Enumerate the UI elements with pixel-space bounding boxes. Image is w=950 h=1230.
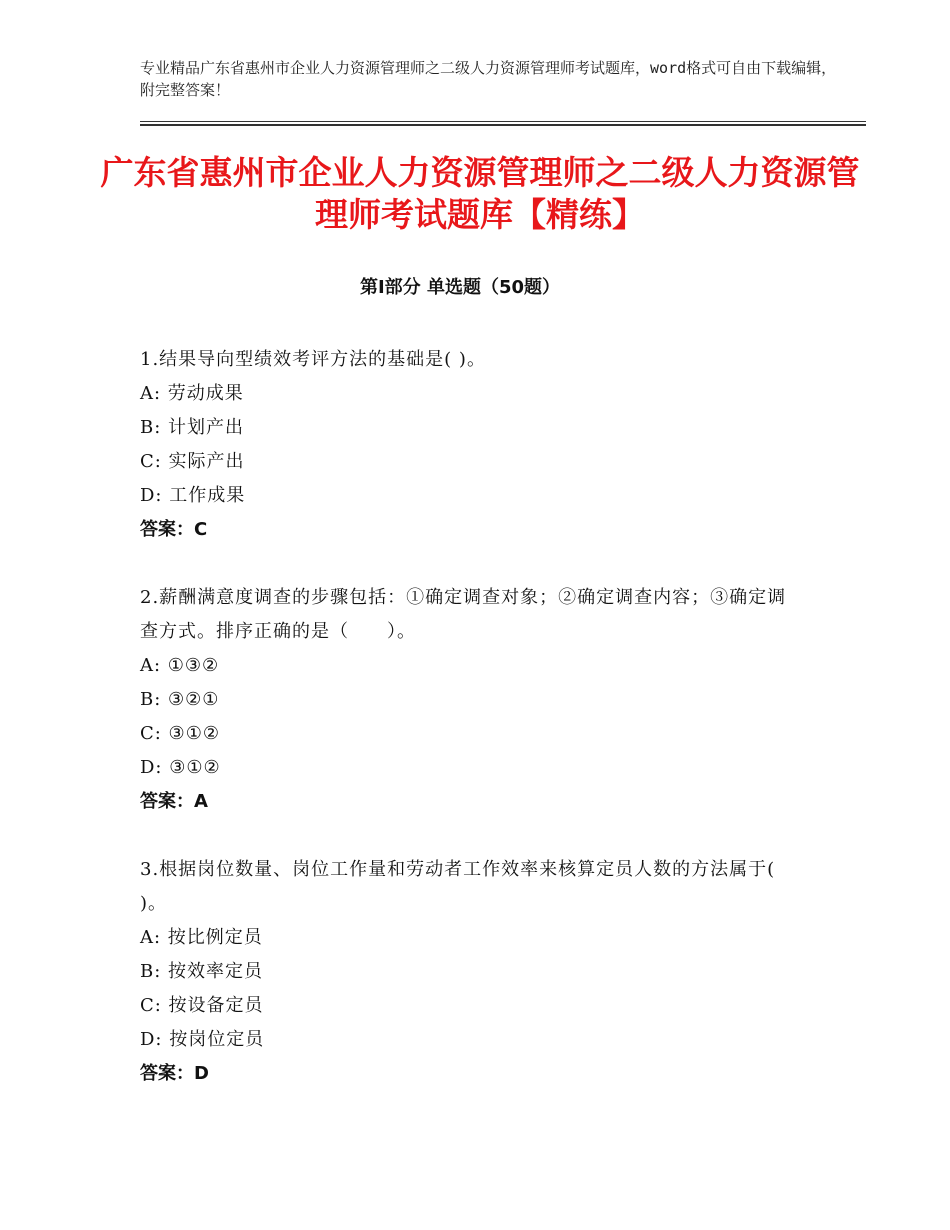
option-c: C: ③①②	[140, 723, 220, 744]
question-item	[140, 581, 800, 819]
option-a: A: ①③②	[140, 655, 220, 676]
option-d: D: 按岗位定员	[140, 1029, 265, 1050]
answer-text: 答案：A	[140, 791, 208, 812]
question-item	[140, 343, 800, 547]
option-c: C: 按设备定员	[140, 995, 264, 1016]
option-b: B: 按效率定员	[140, 961, 264, 982]
header-divider-top	[140, 121, 866, 122]
option-b: B: ③②①	[140, 689, 220, 710]
document-title: 广东省惠州市企业人力资源管理师之二级人力资源管理师考试题库【精练】	[100, 153, 860, 234]
question-item	[140, 853, 800, 1091]
question-list	[140, 343, 800, 1125]
answer-text: 答案：D	[140, 1063, 209, 1084]
option-a: A: 劳动成果	[140, 383, 244, 404]
question-stem: 3.根据岗位数量、岗位工作量和劳动者工作效率来核算定员人数的方法属于( )。	[140, 859, 776, 914]
question-stem: 1.结果导向型绩效考评方法的基础是( )。	[140, 349, 486, 370]
option-d: D: ③①②	[140, 757, 221, 778]
option-c: C: 实际产出	[140, 451, 245, 472]
option-a: A: 按比例定员	[140, 927, 263, 948]
option-d: D: 工作成果	[140, 485, 246, 506]
section-heading: 第Ⅰ部分 单选题（50题）	[359, 277, 560, 298]
option-b: B: 计划产出	[140, 417, 245, 438]
header-note: 专业精品广东省惠州市企业人力资源管理师之二级人力资源管理师考试题库，word格式可自由下载编辑，附完整答案！	[140, 59, 837, 99]
answer-text: 答案：C	[140, 519, 208, 540]
header-divider-bottom	[140, 124, 866, 126]
question-stem: 2.薪酬满意度调查的步骤包括：①确定调查对象；②确定调查内容；③确定调查方式。排序正确的是（ ）。	[140, 587, 787, 642]
